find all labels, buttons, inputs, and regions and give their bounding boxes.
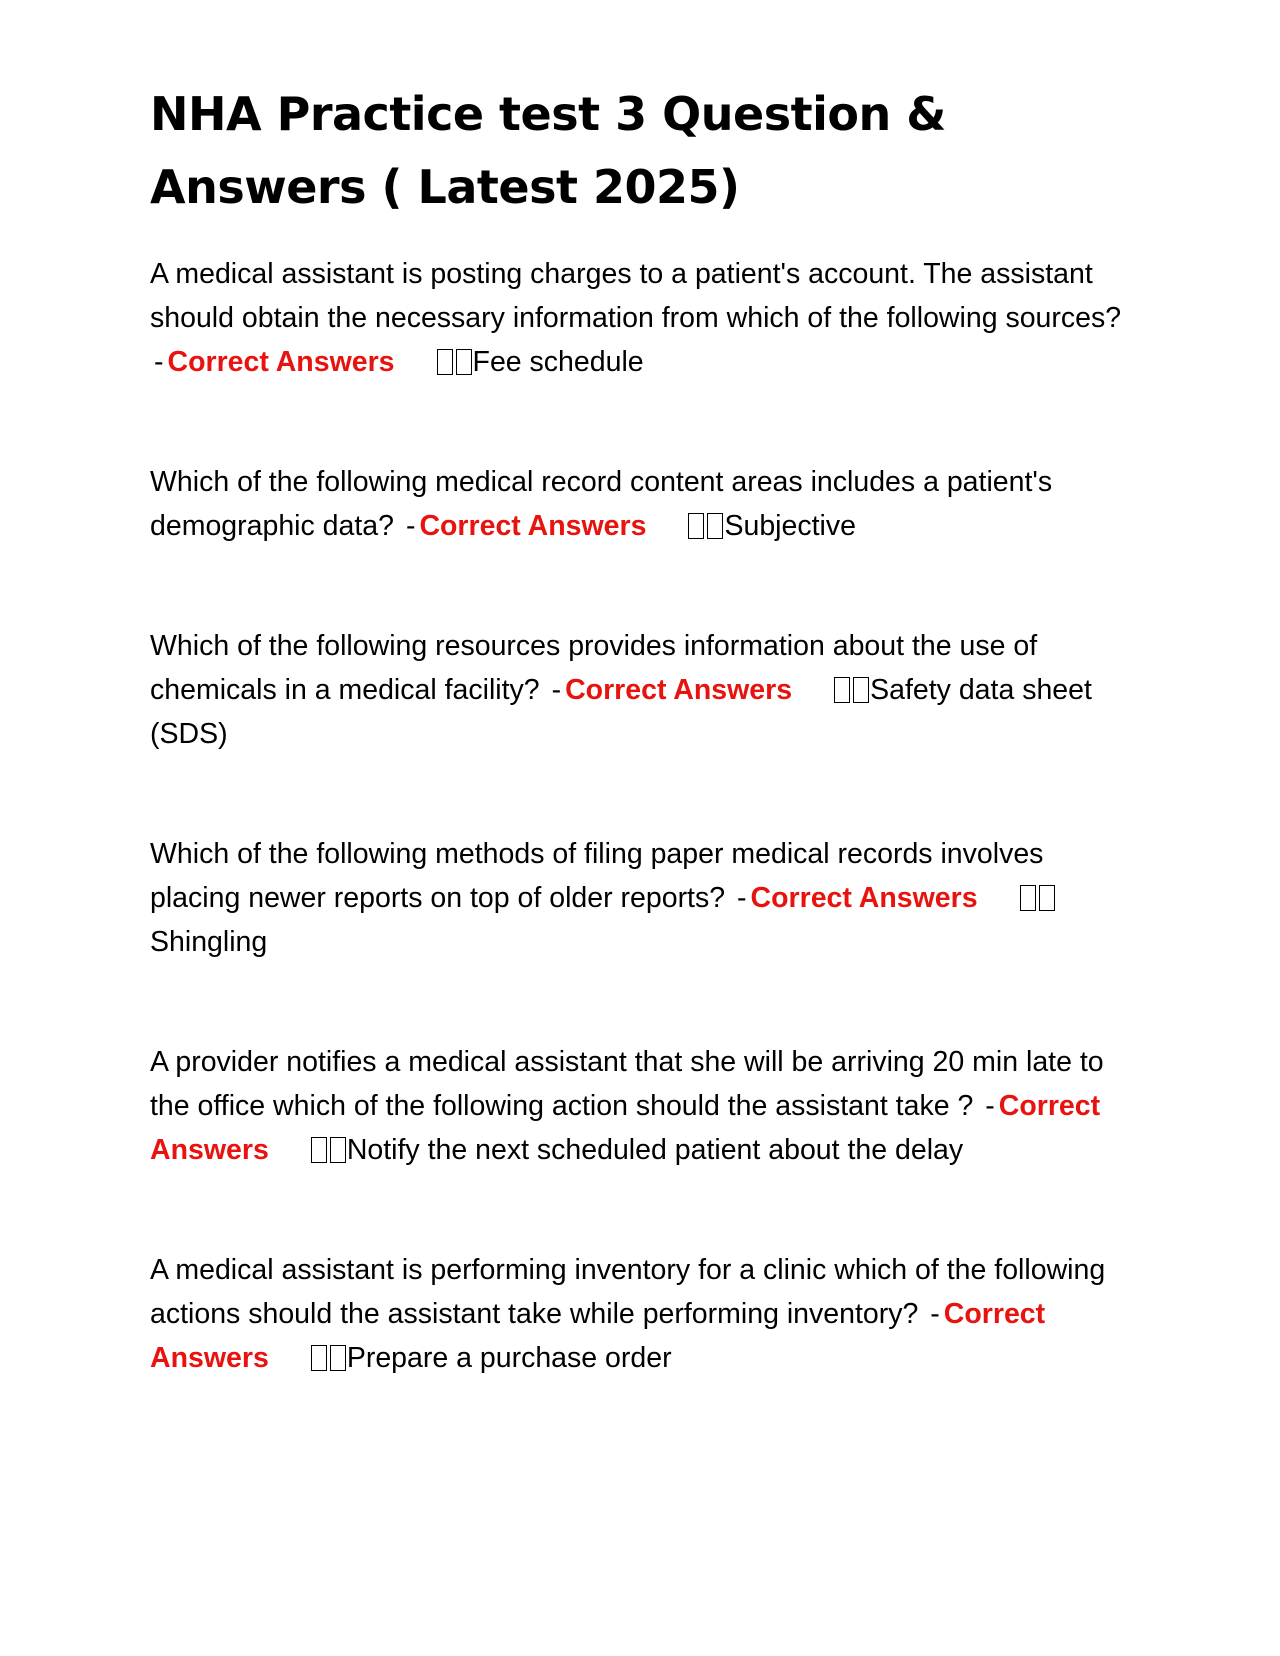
missing-glyph-box-icon [1039,885,1055,911]
qa-item-1 [150,252,1135,384]
missing-glyph-box-icon [707,513,723,539]
correct-answers-label: Correct Answers [750,882,978,914]
question-text: Which of the following methods of filing paper medical records involves placing newer reports on top of older reports? [150,838,1044,914]
missing-glyph-box-icon [688,513,704,539]
missing-glyph-box-icon [311,1137,327,1163]
page-title: NHA Practice test 3 Question & Answers ( Latest 2025) [150,87,946,214]
question-text: A medical assistant is performing inventory for a clinic which of the following actions should the assistant take while performing inventory? [150,1254,1106,1330]
missing-glyph-box-icon [834,677,850,703]
correct-answers-label: Correct Answers [150,1298,1046,1374]
question-text: A medical assistant is posting charges to a patient's account. The assistant should obtain the necessary information from which of the following sources? [150,258,1122,334]
answer-text: Notify the next scheduled patient about the delay [346,1134,964,1166]
correct-answers-label: Correct Answers [565,674,793,706]
missing-glyph-box-icon [853,677,869,703]
separator: - [154,346,164,378]
answer-text: Shingling [150,926,268,958]
missing-glyph-box-icon [437,349,453,375]
question-text: A provider notifies a medical assistant that she will be arriving 20 min late to the office which of the following action should the assistant take ? [150,1046,1104,1122]
separator: - [985,1090,995,1122]
question-text: Which of the following medical record content areas includes a patient's demographic data? [150,466,1053,542]
separator: - [405,510,416,542]
document-page [150,78,1135,1380]
missing-glyph-box-icon [311,1345,327,1371]
missing-glyph-box-icon [330,1345,346,1371]
qa-item-4 [150,832,1135,964]
qa-item-5 [150,1040,1135,1172]
answer-text: Safety data sheet (SDS) [150,674,1092,750]
missing-glyph-box-icon [1020,885,1036,911]
qa-item-6 [150,1248,1135,1380]
separator: - [551,674,562,706]
correct-answers-label: Correct Answers [419,510,647,542]
question-text: Which of the following resources provides information about the use of chemicals in a medical facility? [150,630,1038,706]
answer-text: Subjective [724,510,856,542]
separator: - [737,882,747,914]
correct-answers-label: Correct Answers [167,346,395,378]
missing-glyph-box-icon [456,349,472,375]
separator: - [930,1298,940,1330]
answer-text: Prepare a purchase order [346,1342,672,1374]
answer-text: Fee schedule [472,346,644,378]
qa-item-2 [150,460,1135,548]
qa-item-3 [150,624,1135,756]
correct-answers-label: Correct Answers [150,1090,1101,1166]
missing-glyph-box-icon [330,1137,346,1163]
